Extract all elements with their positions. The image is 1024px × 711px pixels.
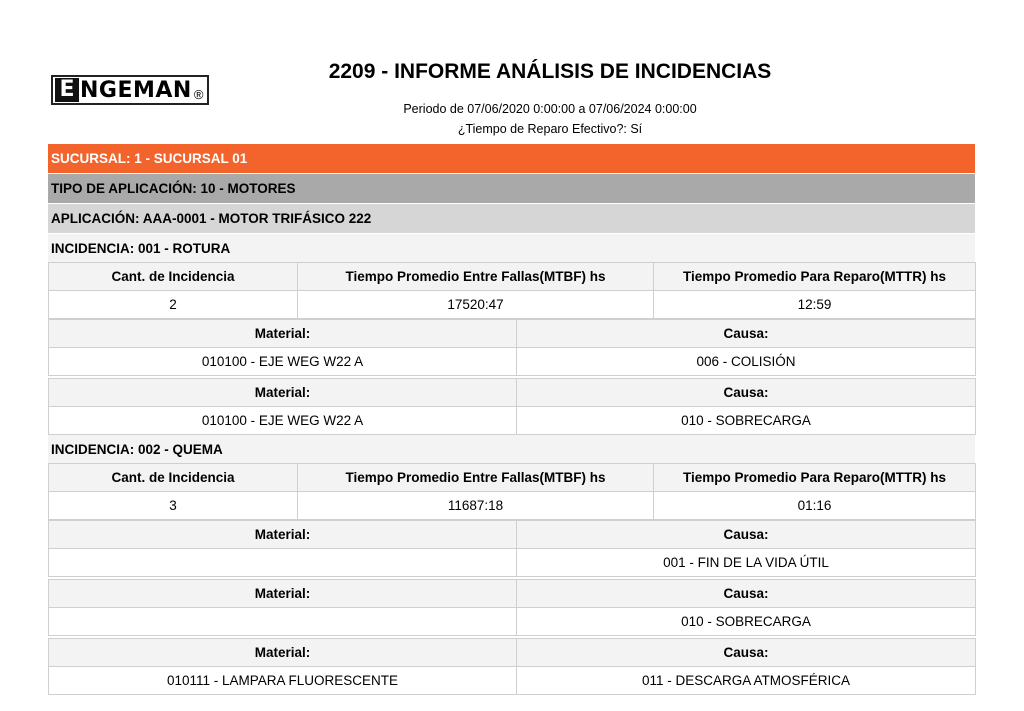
table-header-row: [49, 580, 976, 608]
cant-header: Cant. de Incidencia: [49, 464, 298, 492]
mttr-value: 12:59: [654, 291, 976, 319]
material-header: Material:: [49, 521, 517, 549]
table-row: [49, 291, 976, 319]
causa-header: Causa:: [517, 521, 976, 549]
mtbf-value: 17520:47: [298, 291, 654, 319]
cant-value: 2: [49, 291, 298, 319]
effective-repair-flag: ¿Tiempo de Reparo Efectivo?: Sí: [457, 122, 643, 136]
material-value: 010111 - LAMPARA FLUORESCENTE: [49, 667, 517, 695]
table-row: [49, 549, 976, 577]
material-causa-table: [48, 520, 976, 577]
material-header: Material:: [49, 639, 517, 667]
table-header-row: [49, 320, 976, 348]
mttr-header: Tiempo Promedio Para Reparo(MTTR) hs: [654, 464, 976, 492]
material-causa-table: [48, 579, 976, 636]
table-row: [49, 608, 976, 636]
table-header-row: [49, 639, 976, 667]
mtbf-header: Tiempo Promedio Entre Fallas(MTBF) hs: [298, 464, 654, 492]
causa-value: 010 - SOBRECARGA: [517, 407, 976, 435]
report-period: Periodo de 07/06/2020 0:00:00 a 07/06/2024 0:00:00: [403, 102, 697, 116]
table-header-row: [49, 379, 976, 407]
table-row: [49, 348, 976, 376]
mtbf-header: Tiempo Promedio Entre Fallas(MTBF) hs: [298, 263, 654, 291]
causa-header: Causa:: [517, 580, 976, 608]
causa-value: 011 - DESCARGA ATMOSFÉRICA: [517, 667, 976, 695]
incidencia-summary-table: [48, 262, 976, 319]
logo-letter: E: [55, 78, 79, 102]
cant-header: Cant. de Incidencia: [49, 263, 298, 291]
material-value: 010100 - EJE WEG W22 A: [49, 348, 517, 376]
sucursal-band: SUCURSAL: 1 - SUCURSAL 01: [48, 144, 975, 173]
material-header: Material:: [49, 379, 517, 407]
table-row: [49, 667, 976, 695]
material-causa-table: [48, 378, 976, 435]
table-header-row: [49, 521, 976, 549]
causa-value: 001 - FIN DE LA VIDA ÚTIL: [517, 549, 976, 577]
cant-value: 3: [49, 492, 298, 520]
report-title: 2209 - INFORME ANÁLISIS DE INCIDENCIAS: [328, 60, 772, 83]
causa-value: 006 - COLISIÓN: [517, 348, 976, 376]
causa-header: Causa:: [517, 320, 976, 348]
material-header: Material:: [49, 580, 517, 608]
material-header: Material:: [49, 320, 517, 348]
mttr-value: 01:16: [654, 492, 976, 520]
material-value: 010100 - EJE WEG W22 A: [49, 407, 517, 435]
material-value: [49, 549, 517, 577]
aplicacion-band: APLICACIÓN: AAA-0001 - MOTOR TRIFÁSICO 222: [48, 204, 975, 233]
causa-header: Causa:: [517, 639, 976, 667]
causa-value: 010 - SOBRECARGA: [517, 608, 976, 636]
table-row: [49, 407, 976, 435]
mtbf-value: 11687:18: [298, 492, 654, 520]
table-row: [49, 492, 976, 520]
incidencia-summary-table: [48, 463, 976, 520]
incidencia-title: INCIDENCIA: 001 - ROTURA: [48, 234, 975, 262]
material-value: [49, 608, 517, 636]
incidencia-title: INCIDENCIA: 002 - QUEMA: [48, 435, 975, 463]
tipo-aplicacion-band: TIPO DE APLICACIÓN: 10 - MOTORES: [48, 174, 975, 203]
table-header-row: [49, 464, 976, 492]
material-causa-table: [48, 638, 976, 695]
causa-header: Causa:: [517, 379, 976, 407]
logo-text: NGEMAN: [80, 77, 192, 103]
table-header-row: [49, 263, 976, 291]
material-causa-table: [48, 319, 976, 376]
mttr-header: Tiempo Promedio Para Reparo(MTTR) hs: [654, 263, 976, 291]
registered-mark: ®: [193, 86, 204, 102]
report-body: [48, 144, 975, 695]
